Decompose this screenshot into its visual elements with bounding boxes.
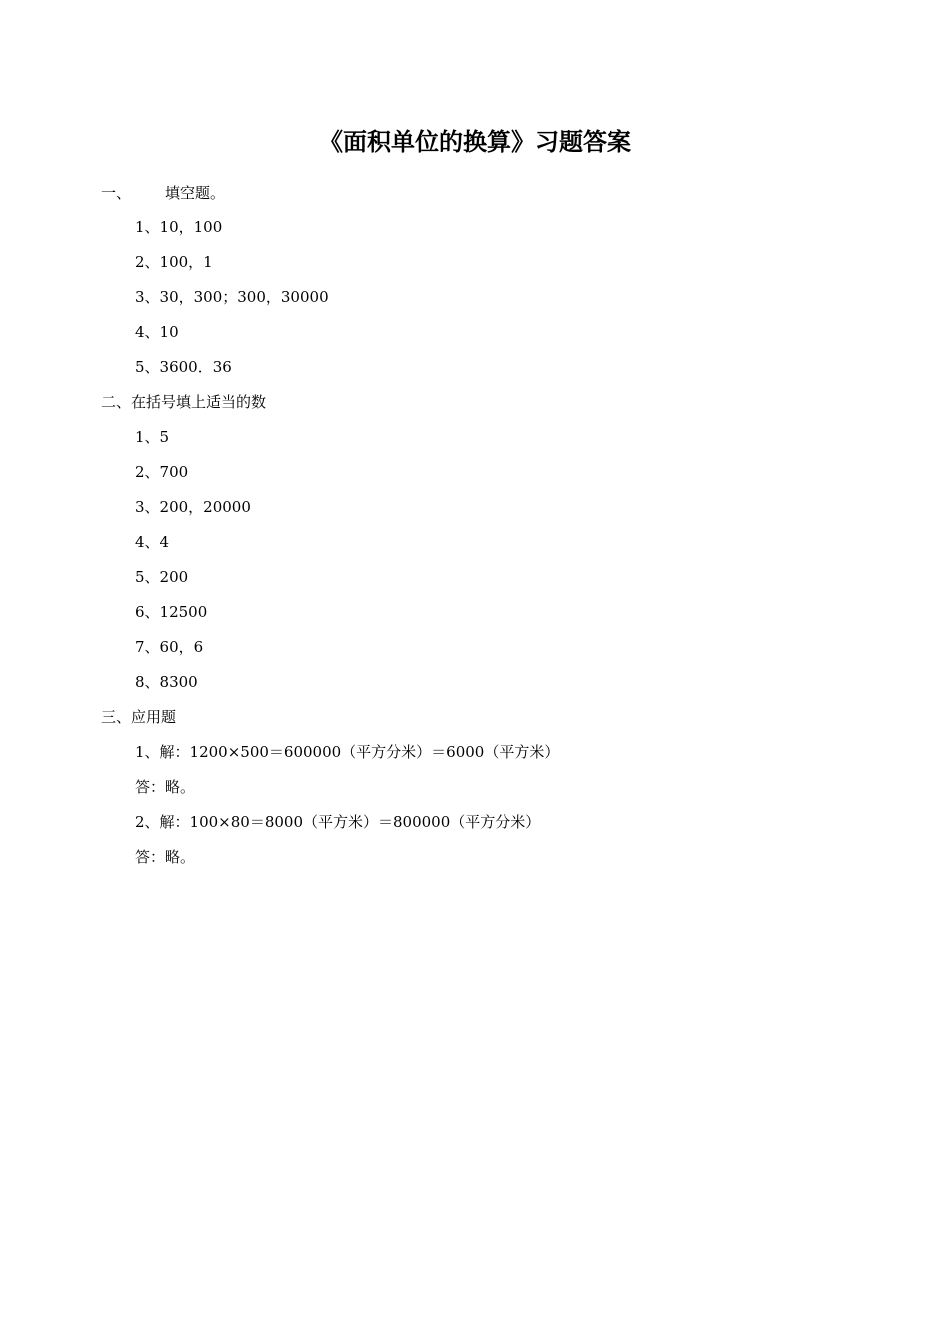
answer-line: 答：略。 (135, 778, 196, 796)
answer-item: 2、700 (135, 463, 189, 481)
answer-item: 6、12500 (135, 603, 208, 621)
answer-item: 3、200，20000 (135, 498, 251, 516)
answer-item: 3、30，300；300，30000 (135, 288, 329, 306)
solution-line: 1、解：1200×500＝600000（平方分米）＝6000（平方米） (135, 743, 560, 761)
answer-item: 4、4 (135, 533, 170, 551)
section-heading: 三、应用题 (101, 708, 177, 726)
answer-item: 4、10 (135, 323, 179, 341)
answer-line: 答：略。 (135, 848, 196, 866)
solution-line: 2、解：100×80＝8000（平方米）＝800000（平方分米） (135, 813, 541, 831)
answer-item: 2、100，1 (135, 253, 213, 271)
answer-item: 5、3600．36 (135, 358, 232, 376)
answer-item: 1、10，100 (135, 218, 223, 236)
answer-item: 1、5 (135, 428, 170, 446)
section-title: 填空题。 (165, 184, 226, 202)
section-heading: 二、在括号填上适当的数 (101, 393, 267, 411)
answer-item: 7、60，6 (135, 638, 204, 656)
answer-item: 5、200 (135, 568, 189, 586)
section-heading (101, 183, 225, 203)
section-number: 一、 (101, 184, 132, 202)
answer-item: 8、8300 (135, 673, 198, 691)
page-title: 《面积单位的换算》习题答案 (319, 127, 631, 156)
